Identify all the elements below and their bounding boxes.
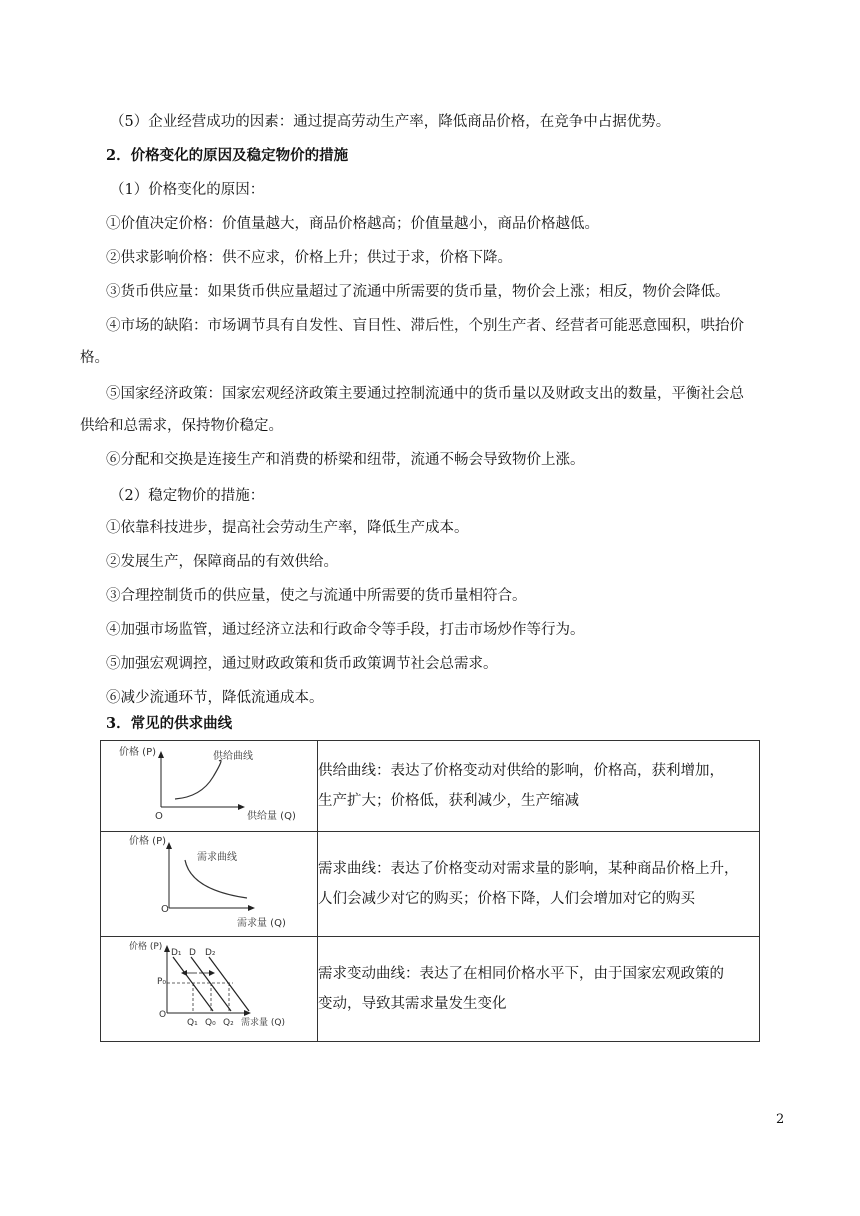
desc-line: 需求变动曲线：表达了在相同价格水平下，由于国家宏观政策的: [318, 966, 724, 982]
origin-label: O: [155, 811, 163, 822]
d-label: D: [189, 948, 196, 958]
demand-curve: [185, 860, 247, 898]
origin-label: O: [161, 904, 169, 915]
supply-curve: [175, 760, 221, 799]
cause-item-5-cont: 供给和总需求，保持物价稳定。: [80, 418, 283, 434]
desc-line: 生产扩大；价格低，获利减少，生产缩减: [318, 793, 579, 809]
supply-curve-figure: [101, 741, 318, 832]
table-row: [101, 832, 760, 937]
cause-item-2: ②供求影响价格：供不应求，价格上升；供过于求，价格下降。: [106, 250, 512, 266]
y-axis-label: 价格 (P): [129, 836, 167, 847]
desc-line: 需求曲线：表达了价格变动对需求量的影响，某种商品价格上升，: [318, 861, 739, 877]
q2-label: Q₂: [223, 1018, 234, 1028]
q1-label: Q₁: [187, 1018, 198, 1028]
section-heading-2: 2．价格变化的原因及稳定物价的措施: [106, 147, 349, 164]
origin-label: O: [159, 1010, 167, 1020]
demand-line-d: [191, 957, 231, 1011]
curve-label: 供给曲线: [213, 751, 253, 762]
demand-curve-description: [318, 832, 760, 937]
demand-line-d1: [173, 957, 213, 1011]
desc-line: 人们会减少对它的购买；价格下降，人们会增加对它的购买: [318, 891, 695, 907]
x-axis-label: 需求量 (Q): [241, 1018, 285, 1028]
measure-item-2: ②发展生产，保障商品的有效供给。: [106, 554, 338, 570]
supply-curve-description: [318, 741, 760, 832]
text-line-5: （5）企业经营成功的因素：通过提高劳动生产率，降低商品价格，在竞争中占据优势。: [110, 114, 671, 130]
d2-label: D₂: [205, 948, 216, 958]
x-axis-label: 供给量 (Q): [247, 811, 296, 822]
cause-item-1: ①价值决定价格：价值量越大，商品价格越高；价值量越小，商品价格越低。: [106, 216, 599, 232]
desc-line: 变动，导致其需求量发生变化: [318, 996, 507, 1012]
p0-label: P₀: [157, 977, 167, 987]
curve-label: 需求曲线: [197, 852, 237, 863]
measure-item-5: ⑤加强宏观调控，通过财政政策和货币政策调节社会总需求。: [106, 656, 498, 672]
cause-item-6: ⑥分配和交换是连接生产和消费的桥梁和纽带，流通不畅会导致物价上涨。: [106, 452, 585, 468]
demand-curve-figure: [101, 832, 318, 937]
subheading-stabilize-measures: （2）稳定物价的措施：: [110, 488, 265, 504]
supply-demand-table: [100, 740, 760, 1042]
y-axis-label: 价格 (P): [119, 747, 157, 758]
measure-item-3: ③合理控制货币的供应量，使之与流通中所需要的货币量相符合。: [106, 588, 527, 604]
x-axis-label: 需求量 (Q): [237, 918, 286, 929]
cause-item-4: ④市场的缺陷：市场调节具有自发性、盲目性、滞后性，个别生产者、经营者可能恶意囤积，哄抬价: [106, 318, 744, 334]
page-number: 2: [776, 1112, 785, 1127]
cause-item-4-cont: 格。: [80, 350, 109, 366]
desc-line: 供给曲线：表达了价格变动对供给的影响，价格高，获利增加，: [318, 763, 724, 779]
q0-label: Q₀: [205, 1018, 216, 1028]
demand-line-d2: [209, 957, 249, 1011]
cause-item-5: ⑤国家经济政策：国家宏观经济政策主要通过控制流通中的货币量以及财政支出的数量，平衡社会总: [106, 386, 744, 402]
measure-item-4: ④加强市场监管，通过经济立法和行政命令等手段，打击市场炒作等行为。: [106, 622, 585, 638]
subheading-price-change-causes: （1）价格变化的原因：: [110, 182, 265, 198]
demand-shift-figure: [101, 937, 318, 1042]
table-row: [101, 741, 760, 832]
measure-item-6: ⑥减少流通环节，降低流通成本。: [106, 690, 324, 706]
d1-label: D₁: [171, 948, 182, 958]
section-heading-3: 3．常见的供求曲线: [106, 715, 233, 732]
cause-item-3: ③货币供应量：如果货币供应量超过了流通中所需要的货币量，物价会上涨；相反，物价会降低。: [106, 284, 730, 300]
y-axis-label: 价格 (P): [129, 942, 163, 952]
table-row: [101, 937, 760, 1042]
demand-shift-description: [318, 937, 760, 1042]
measure-item-1: ①依靠科技进步，提高社会劳动生产率，降低生产成本。: [106, 520, 469, 536]
